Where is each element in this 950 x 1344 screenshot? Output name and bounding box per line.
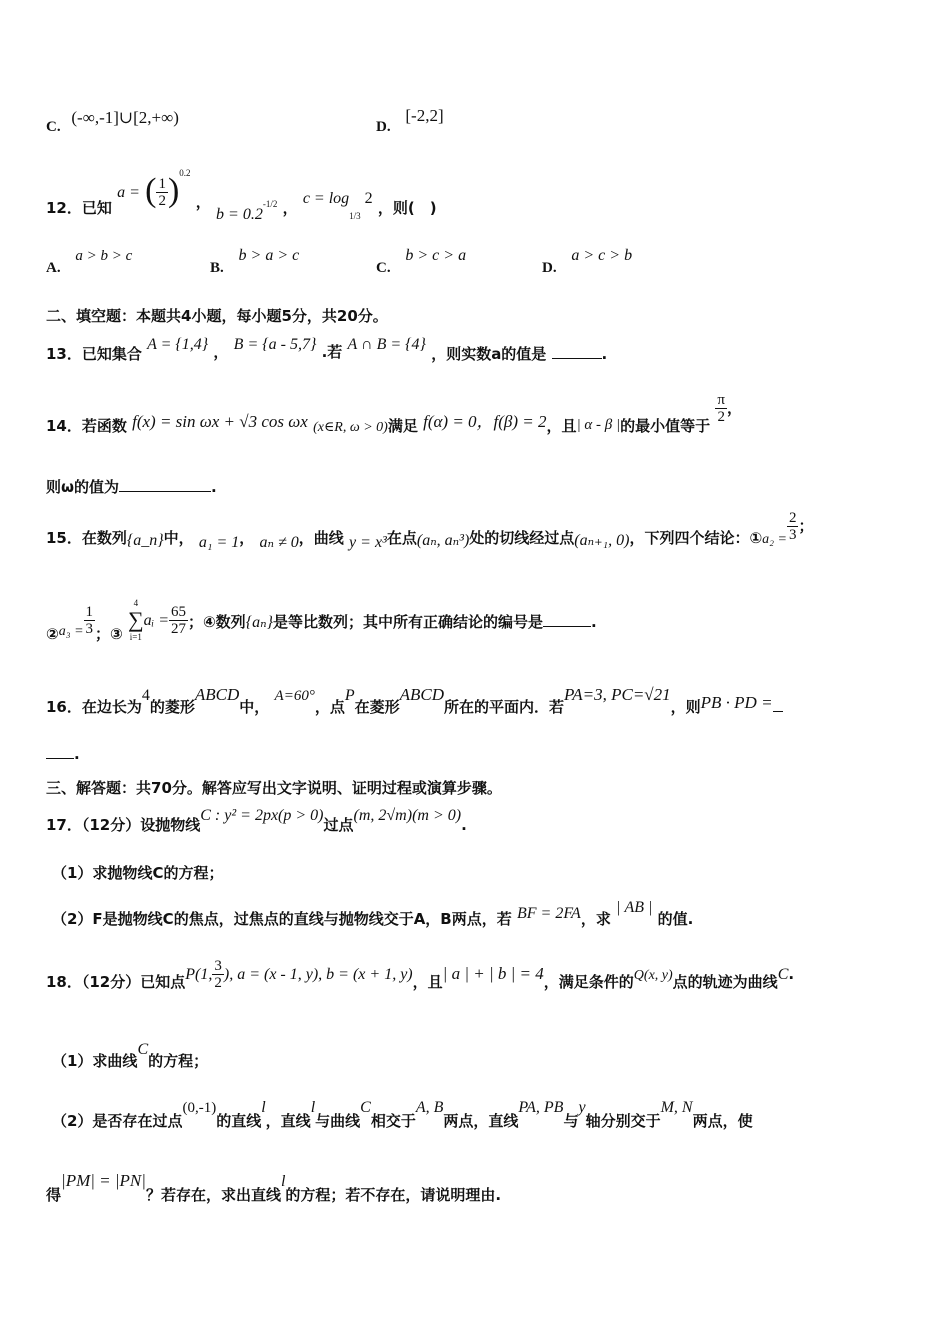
answer-blank[interactable]: [119, 477, 211, 492]
q12-option-d: [542, 246, 633, 276]
q18-text: 得: [46, 1186, 62, 1204]
q15-claim-2: a₃ =: [58, 623, 84, 639]
q15-text: ，曲线: [298, 529, 344, 547]
q15-point: (aₙ, aₙ³): [416, 532, 470, 549]
q15-point2: (aₙ₊₁, 0): [574, 532, 630, 549]
q18-text: ，满足条件的: [543, 973, 634, 991]
q16-end: .: [74, 745, 80, 763]
question-16: [46, 684, 783, 716]
q18-part-1: [52, 1038, 209, 1070]
q16-text: 在菱形: [354, 698, 400, 716]
q18-text: 的方程；若不存在，请说明理由.: [285, 1186, 502, 1204]
q17-part-2: [52, 896, 694, 928]
question-14-line-2: [46, 476, 217, 497]
q16-condition: PA=3, PC=√21: [564, 685, 671, 704]
q13-set-b: B = {a - 5,7}: [233, 336, 317, 353]
q13-text: ，: [213, 343, 229, 361]
q17-condition: BF = 2FA: [516, 905, 581, 922]
q15-text: ；③: [95, 624, 123, 643]
q11-option-c: [46, 108, 179, 135]
q16-expression: PB · PD =: [700, 693, 773, 712]
q16-text: ，则: [670, 698, 701, 716]
q18-text: 两点，直线: [443, 1112, 519, 1130]
q13-prefix: 13．已知集合: [46, 345, 142, 363]
q18-y-axis: y: [578, 1099, 586, 1116]
question-13: [46, 333, 608, 363]
q18-p-frac: $\frac{3}{2}$: [214, 958, 222, 991]
option-math: b > a > c: [238, 247, 300, 264]
section-3-heading: 三、解答题：共70分。解答应写出文字说明、证明过程或演算步骤。: [46, 779, 502, 797]
q18-line-l: l: [310, 1099, 316, 1116]
option-label: B.: [210, 260, 224, 276]
question-16-line-2: [46, 744, 80, 763]
q14-domain: (x∈R, ω > 0): [313, 420, 388, 435]
q18-curve-c: C: [360, 1099, 371, 1116]
q17-parabola: C : y² = 2px(p > 0): [200, 807, 324, 824]
option-label: D.: [376, 119, 391, 135]
q14-abs: | α - β |: [576, 417, 621, 433]
q18-points-ab: A, B: [415, 1099, 444, 1116]
q15-sequence: {a_n}: [126, 532, 164, 549]
question-14: [46, 392, 742, 435]
option-math: a > b > c: [75, 248, 133, 264]
q18-prefix: 18．（12分）已知点: [46, 973, 186, 991]
q15-claim-1: a₂ =: [762, 532, 787, 547]
q14-condition: f(α) = 0，f(β) = 2: [423, 412, 547, 431]
q13-end: .: [601, 345, 608, 363]
left-paren: (: [145, 172, 157, 209]
answer-blank[interactable]: [552, 344, 602, 359]
q17-text: （2）F是抛物线C的焦点，过焦点的直线与抛物线交于A，B两点，若: [52, 910, 512, 928]
q15-text: ；④数列: [187, 612, 246, 631]
q18-text: ，直线: [265, 1112, 311, 1130]
q16-angle: A=60°: [274, 688, 315, 704]
q17-end: .: [461, 816, 467, 834]
q18-point-p: P(1,: [185, 966, 213, 983]
q11-option-d: [376, 106, 444, 135]
q14-text: ，且: [546, 417, 577, 435]
q12-option-c: [376, 246, 467, 276]
q18-point: (0,-1): [182, 1100, 217, 1116]
q18-text: 相交于: [370, 1112, 416, 1130]
question-17: [46, 804, 467, 834]
q16-text: 所在的平面内．若: [444, 698, 565, 716]
q15-text: 是等比数列；其中所有正确结论的编号是: [272, 612, 543, 631]
q16-text: 中，: [239, 698, 270, 716]
q15-text: 在点: [386, 529, 417, 547]
q17-text: 的值.: [657, 910, 694, 928]
q12-suffix: ，则( ): [377, 199, 437, 217]
q18-line-l: l: [280, 1173, 286, 1190]
q17-point: (m, 2√m)(m > 0): [353, 807, 462, 824]
q16-rhombus-name: ABCD: [399, 685, 445, 704]
q15-text: ②: [46, 624, 59, 643]
q14-text: ，: [726, 399, 742, 417]
q18-text: 的方程；: [148, 1052, 209, 1070]
question-15-line-2: [46, 597, 597, 643]
q17-prefix: 17．（12分）设抛物线: [46, 816, 201, 834]
q15-claim-1-frac: $\frac{2}{3}$: [788, 510, 797, 543]
q14-text: 的最小值等于: [620, 417, 711, 435]
q18-end: .: [788, 965, 795, 983]
q13-intersection: A ∩ B = {4}: [347, 336, 426, 353]
q18-text: 点的轨迹为曲线: [672, 973, 778, 991]
q18-line-l: l: [261, 1099, 266, 1116]
q12-c-expr: c = log: [302, 190, 350, 207]
answer-blank[interactable]: [543, 612, 591, 627]
option-label: D.: [542, 260, 557, 276]
q16-rhombus-name: ABCD: [194, 685, 240, 704]
q15-an: aₙ ≠ 0: [259, 534, 299, 551]
q18-lines-pa-pb: PA, PB: [518, 1099, 564, 1116]
q18-condition: |PM| = |PN|: [61, 1171, 146, 1190]
question-18: [46, 958, 794, 991]
q13-text: ，则实数a的值是: [431, 345, 547, 363]
q12-comma: ，: [195, 193, 211, 211]
q18-text: 与曲线: [315, 1112, 361, 1130]
q16-prefix: 16．在边长为: [46, 698, 142, 716]
q18-curve-c: C: [137, 1041, 149, 1058]
answer-blank[interactable]: [46, 744, 74, 759]
q15-text: ；: [798, 517, 814, 535]
q12-a-frac: $\frac{1}{2}$: [158, 176, 166, 209]
q16-text: ，点: [314, 698, 345, 716]
q12-b-expr: b = 0.2: [216, 206, 263, 223]
q15-text: 处的切线经过点: [469, 529, 575, 547]
right-paren: ): [167, 172, 180, 209]
q14-prefix: 14．若函数: [46, 417, 127, 435]
q15-sequence: {aₙ}: [245, 613, 273, 631]
q15-prefix: 15．在数列: [46, 529, 127, 547]
q17-text: ，求: [580, 910, 611, 928]
q12-a-exponent: 0.2: [179, 168, 191, 178]
q18-text: ，且: [412, 973, 443, 991]
q12-comma: ，: [282, 199, 298, 217]
q13-text: .若: [321, 343, 343, 361]
answer-blank[interactable]: [773, 697, 783, 712]
option-math: (-∞,-1]∪[2,+∞): [71, 108, 179, 127]
q12-c-arg: 2: [360, 190, 373, 207]
q18-text: 轴分别交于: [585, 1112, 661, 1130]
q14-text: 满足: [387, 417, 418, 435]
q12-b-exponent: -1/2: [262, 199, 278, 209]
option-label: C.: [376, 260, 391, 276]
option-math: b > c > a: [405, 247, 467, 264]
q18-text: ？若存在，求出直线: [145, 1186, 281, 1204]
q18-curve-c: C: [777, 966, 789, 983]
q15-summation: 4 ∑ i=1: [127, 598, 144, 642]
q18-points-mn: M, N: [660, 1099, 693, 1116]
q18-condition: | a | + | b | = 4: [442, 964, 544, 983]
q15-curve: y = x³: [349, 534, 387, 551]
q15-text: ，: [239, 529, 255, 547]
option-math: [-2,2]: [405, 106, 444, 125]
q18-point-q: Q(x, y): [633, 968, 673, 983]
q18-text: 的直线: [216, 1112, 262, 1130]
question-12: [46, 168, 437, 223]
q12-option-a: [46, 246, 133, 276]
q14-fraction: $\frac{\pi}{2}$: [717, 392, 725, 425]
q18-text: 两点，使: [692, 1112, 753, 1130]
q15-claim-2-frac: $\frac{1}{3}$: [85, 603, 94, 637]
q17-part-1: （1）求抛物线C的方程；: [52, 864, 224, 882]
q15-sum-term: aᵢ =: [143, 611, 169, 629]
q18-part-2: [52, 1096, 753, 1130]
q15-claim-3-frac: $\frac{65}{27}$: [170, 603, 186, 637]
q18-part-2-line-2: [46, 1170, 502, 1204]
question-15: [46, 510, 814, 551]
q14-function: f(x) = sin ωx + √3 cos ωx: [132, 412, 308, 431]
q16-side: 4: [141, 687, 150, 704]
q18-text: 与: [563, 1112, 579, 1130]
q16-text: 的菱形: [149, 698, 195, 716]
q16-point-p: P: [344, 687, 355, 704]
q17-abs: | AB |: [616, 899, 653, 916]
q15-end: .: [590, 612, 597, 631]
q15-a1: a₁ = 1: [198, 534, 240, 551]
q18-text: （2）是否存在过点: [52, 1112, 183, 1130]
option-label: C.: [46, 119, 61, 135]
q17-text: 过点: [323, 816, 354, 834]
q18-text: （1）求曲线: [52, 1052, 138, 1070]
q12-c-base: 1/3: [349, 211, 361, 221]
q15-text: 中，: [163, 529, 194, 547]
section-2-heading: 二、填空题：本题共4小题，每小题5分，共20分。: [46, 307, 388, 325]
option-label: A.: [46, 260, 61, 276]
q12-prefix: 12．已知: [46, 199, 112, 217]
q14-end: .: [211, 478, 217, 496]
q12-a-expr: a =: [117, 184, 140, 201]
q14-text: 则ω的值为: [46, 478, 120, 496]
option-math: a > c > b: [571, 247, 633, 264]
q12-option-b: [210, 246, 300, 276]
q15-text: ，下列四个结论：①: [629, 529, 763, 547]
q18-vectors: ), a = (x - 1, y), b = (x + 1, y): [223, 966, 413, 983]
q13-set-a: A = {1,4}: [147, 336, 209, 353]
